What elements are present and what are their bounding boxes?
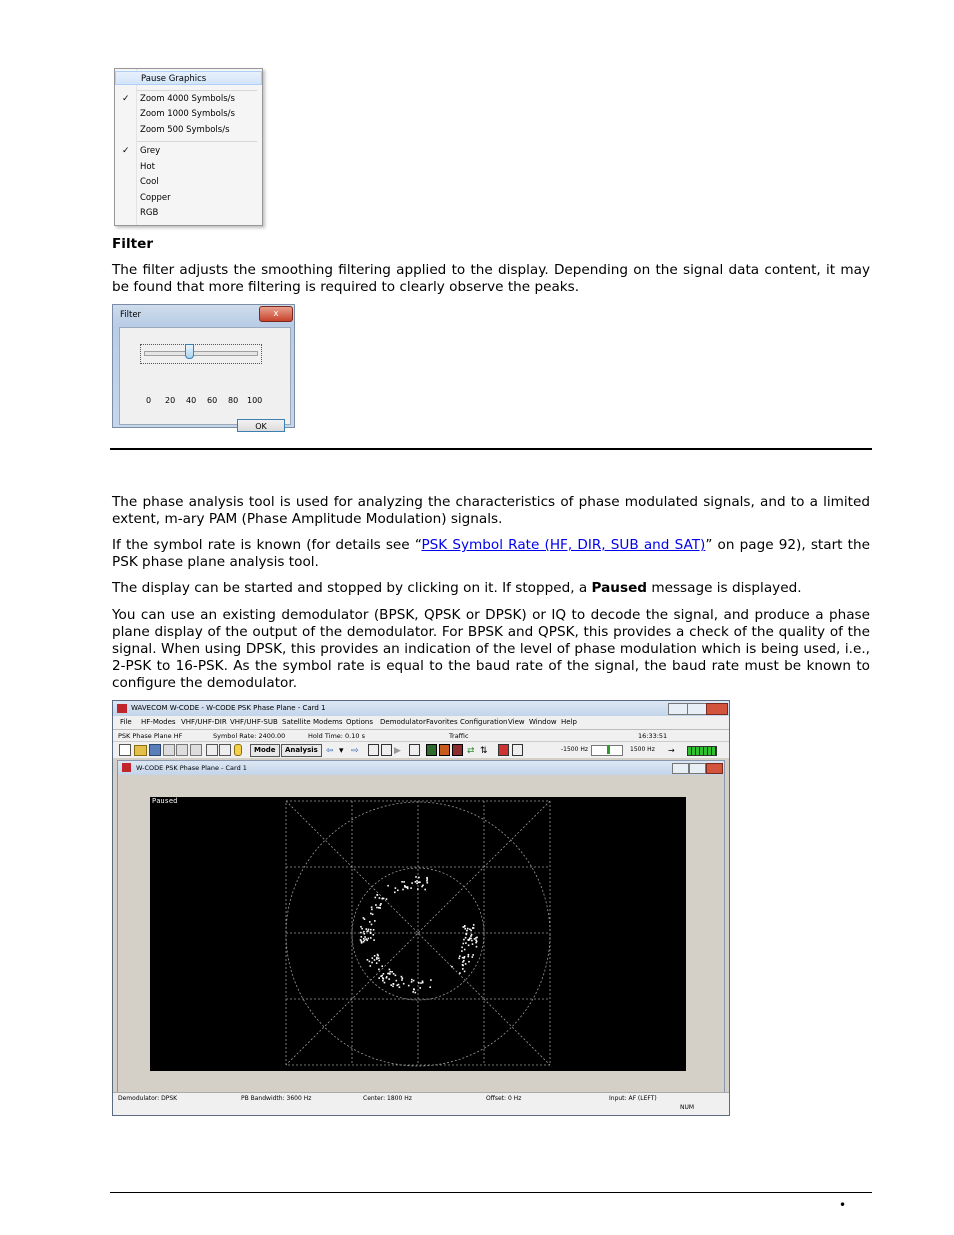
arrow-left-icon[interactable]: ⇦ (326, 746, 334, 756)
constellation-point (466, 930, 468, 932)
constellation-point (390, 971, 392, 973)
menu-vhf-uhf-dir[interactable]: VHF/UHF-DIR (181, 718, 227, 726)
constellation-point (376, 957, 378, 959)
constellation-point (415, 876, 417, 878)
constellation-point (468, 956, 470, 958)
constellation-point (413, 980, 415, 982)
footer-bullet: • (839, 1198, 847, 1212)
constellation-point (471, 940, 473, 942)
constellation-point (368, 929, 370, 931)
constellation-point (360, 926, 362, 928)
constellation-point (469, 937, 471, 939)
menu-item-pause-graphics[interactable] (115, 71, 262, 85)
constellation-point (465, 942, 467, 944)
menu-item-label: Copper (140, 193, 171, 203)
phase-paragraph-3 (112, 580, 870, 597)
constellation-point (370, 929, 372, 931)
constellation-point (459, 955, 461, 957)
record-icon[interactable] (368, 744, 379, 756)
constellation-point (367, 959, 369, 961)
constellation-point (397, 890, 399, 892)
constellation-point (402, 977, 404, 979)
close-icon[interactable]: x (259, 306, 293, 322)
constellation-point (361, 942, 363, 944)
constellation-point (387, 973, 389, 975)
dialog-title: Filter (120, 310, 142, 320)
close-icon[interactable] (706, 763, 723, 774)
analysis-button[interactable]: Analysis (281, 744, 322, 757)
constellation-point (388, 978, 390, 980)
constellation-point (373, 934, 375, 936)
refresh-icon[interactable]: ⇄ (467, 746, 475, 756)
sync-icon[interactable] (381, 744, 392, 756)
constellation-point (391, 971, 393, 973)
play-icon[interactable]: ▶ (394, 746, 401, 756)
wcode-app-window (112, 700, 730, 1116)
copy-icon[interactable] (163, 744, 175, 756)
constellation-point (381, 898, 383, 900)
menu-item-label: Hot (140, 162, 155, 172)
phase-paragraph-2 (112, 537, 870, 571)
constellation-point (422, 981, 424, 983)
constellation-point (387, 885, 389, 887)
constellation-point (463, 943, 465, 945)
menu-item-zoom-4000[interactable] (115, 92, 262, 106)
status-offset: Offset: 0 Hz (486, 1095, 522, 1102)
constellation-point (422, 885, 424, 887)
constellation-point (426, 878, 428, 880)
constellation-point (465, 937, 467, 939)
constellation-point (371, 907, 373, 909)
phase-plane-display[interactable] (150, 797, 686, 1071)
menu-item-zoom-500[interactable] (115, 123, 262, 137)
menu-item-label: Zoom 1000 Symbols/s (140, 109, 235, 119)
menu-separator (137, 90, 257, 91)
menu-view[interactable]: View (508, 718, 525, 726)
slider-tick: 20 (165, 396, 176, 405)
constellation-point (368, 938, 370, 940)
status-num: NUM (680, 1104, 695, 1111)
constellation-point (429, 986, 431, 988)
context-menu (114, 68, 263, 226)
app-menubar (113, 716, 729, 729)
text-fragment: message is displayed. (647, 580, 802, 596)
dialog-body (119, 327, 291, 431)
spectrum-icon[interactable] (426, 744, 437, 756)
menu-options[interactable]: Options (346, 718, 374, 726)
constellation-point (403, 881, 405, 883)
constellation-point (369, 921, 371, 923)
constellation-point (401, 881, 403, 883)
constellation-point (404, 885, 406, 887)
constellation-point (369, 961, 371, 963)
close-icon[interactable] (706, 703, 728, 715)
constellation-point (364, 936, 366, 938)
constellation-point (465, 963, 467, 965)
maximize-icon[interactable] (687, 703, 707, 715)
constellation-point (467, 928, 469, 930)
menu-item-label: Zoom 500 Symbols/s (140, 125, 230, 135)
menu-modems[interactable]: Modems (313, 718, 343, 726)
constellation-point (376, 907, 378, 909)
menu-help[interactable]: Help (561, 718, 577, 726)
child-title: W-CODE PSK Phase Plane - Card 1 (136, 764, 247, 772)
paused-label: Paused (152, 797, 178, 805)
traffic-readout: Traffic (449, 732, 469, 740)
save-icon[interactable] (149, 744, 161, 756)
constellation-point (375, 904, 377, 906)
slider-thumb[interactable] (185, 344, 194, 359)
constellation-point (415, 881, 417, 883)
menu-item-copper[interactable] (115, 191, 262, 205)
constellation-point (378, 960, 380, 962)
constellation-point (376, 958, 378, 960)
constellation-point (475, 942, 477, 944)
ok-button[interactable]: OK (237, 419, 285, 432)
constellation-point (394, 892, 396, 894)
menu-item-hot[interactable] (115, 160, 262, 174)
constellation-point (461, 947, 463, 949)
constellation-point (416, 883, 418, 885)
constellation-point (468, 961, 470, 963)
menu-demodulator[interactable]: Demodulator (380, 718, 426, 726)
constellation-point (402, 889, 404, 891)
status-center: Center: 1800 Hz (363, 1095, 412, 1102)
constellation-point (426, 877, 428, 879)
constellation-point (392, 986, 394, 988)
slider-tick: 80 (228, 396, 239, 405)
maximize-icon[interactable] (689, 763, 706, 774)
menu-separator (137, 141, 257, 142)
constellation-point (363, 941, 365, 943)
filter-dialog (112, 304, 295, 431)
check-icon: ✓ (122, 94, 130, 104)
constellation-point (367, 930, 369, 932)
constellation-point (468, 954, 470, 956)
constellation-point (373, 929, 375, 931)
menu-item-grey[interactable] (115, 144, 262, 158)
constellation-point (462, 968, 464, 970)
constellation-point (384, 982, 386, 984)
constellation-point (476, 946, 478, 948)
stop-icon[interactable] (498, 744, 509, 756)
constellation-point (472, 927, 474, 929)
hold-time-readout: Hold Time: 0.10 s (308, 732, 365, 740)
constellation-point (372, 957, 374, 959)
constellation-point (374, 920, 376, 922)
constellation-point (370, 913, 372, 915)
constellation-point (378, 907, 380, 909)
wavecom-logo-icon (117, 704, 127, 713)
section-divider (110, 448, 872, 450)
swap-icon[interactable]: ⇅ (480, 746, 488, 756)
status-input: Input: AF (LEFT) (609, 1095, 657, 1102)
constellation-point (406, 887, 408, 889)
constellation-point (383, 978, 385, 980)
constellation-point (381, 975, 383, 977)
menu-item-label: Zoom 4000 Symbols/s (140, 94, 235, 104)
constellation-point (401, 976, 403, 978)
constellation-point (468, 945, 470, 947)
constellation-point (371, 962, 373, 964)
constellation-point (418, 877, 420, 879)
menu-favorites[interactable]: Favorites (426, 718, 458, 726)
constellation-point (366, 928, 368, 930)
menu-item-cool[interactable] (115, 175, 262, 189)
menu-item-rgb[interactable] (115, 206, 262, 220)
constellation-point (427, 882, 429, 884)
find-icon[interactable] (219, 744, 231, 756)
binoculars-icon[interactable] (206, 744, 218, 756)
new-icon[interactable] (119, 744, 131, 756)
constellation-point (393, 973, 395, 975)
slider-track[interactable] (144, 351, 258, 356)
tuning-marker[interactable] (607, 745, 610, 754)
constellation-point (379, 907, 381, 909)
constellation-point (361, 940, 363, 942)
constellation-point (395, 975, 397, 977)
slider-tick: 40 (186, 396, 197, 405)
constellation-point (451, 966, 453, 968)
constellation-point (380, 903, 382, 905)
constellation-point (462, 965, 464, 967)
constellation-point (471, 934, 473, 936)
slider-tick: 100 (247, 396, 263, 405)
menu-configuration[interactable]: Configuration (460, 718, 508, 726)
mode-button[interactable]: Mode (250, 744, 280, 757)
constellation-point (380, 905, 382, 907)
constellation-point (474, 938, 476, 940)
constellation-point (378, 977, 380, 979)
constellation-point (475, 939, 477, 941)
constellation-point (386, 898, 388, 900)
constellation-point (361, 928, 363, 930)
menu-item-zoom-1000[interactable] (115, 107, 262, 121)
constellation-point (386, 977, 388, 979)
constellation-point (383, 973, 385, 975)
constellation-point (410, 887, 412, 889)
constellation-point (370, 932, 372, 934)
text-fragment: ” on page 92), start the PSK phase plane analysis tool. (112, 537, 870, 570)
constellation-point (464, 949, 466, 951)
freq-left-readout: -1500 Hz (561, 746, 589, 753)
constellation-point (375, 897, 377, 899)
constellation-point (463, 939, 465, 941)
constellation-point (393, 983, 395, 985)
arrow-right-icon[interactable]: ⇨ (351, 746, 359, 756)
constellation-point (378, 957, 380, 959)
filter-description: The filter adjusts the smoothing filtering applied to the display. Depending on the signal data content, it may be found that more filtering is required to clearly observe the peaks. (112, 262, 870, 295)
wavecom-logo-icon (122, 763, 131, 772)
constellation-point (463, 960, 465, 962)
bitstream-icon[interactable] (409, 744, 420, 756)
menu-hf-modes[interactable]: HF-Modes (141, 718, 176, 726)
constellation-point (420, 982, 422, 984)
constellation-point (360, 932, 362, 934)
status-pb-bandwidth: PB Bandwidth: 3600 Hz (241, 1095, 312, 1102)
constellation-point (464, 956, 466, 958)
constellation-point (473, 924, 475, 926)
app-titlebar (113, 701, 729, 716)
constellation-point (361, 936, 363, 938)
constellation-point (364, 940, 366, 942)
constellation-point (461, 950, 463, 952)
chevron-down-icon[interactable]: ▾ (339, 746, 344, 756)
constellation-point (415, 992, 417, 994)
constellation-point (468, 939, 470, 941)
constellation-point (372, 914, 374, 916)
constellation-point (465, 933, 467, 935)
constellation-point (376, 894, 378, 896)
print-icon[interactable] (176, 744, 188, 756)
constellation-point (378, 969, 380, 971)
constellation-point (463, 926, 465, 928)
constellation-point (364, 933, 366, 935)
bulb-icon[interactable] (234, 744, 242, 756)
app-title: WAVECOM W-CODE - W-CODE PSK Phase Plane - Card 1 (131, 704, 326, 712)
paused-keyword: Paused (591, 580, 648, 596)
phase-plane-svg (150, 797, 686, 1071)
constellation-point (417, 888, 419, 890)
slider-tick: 0 (146, 396, 152, 405)
phase-plane-child-window (117, 760, 725, 1094)
constellation-point (419, 881, 421, 883)
constellation-point (459, 972, 461, 974)
constellation-point (371, 909, 373, 911)
constellation-point (408, 985, 410, 987)
constellation-point (430, 979, 432, 981)
waterfall-icon[interactable] (439, 744, 450, 756)
constellation-point (403, 983, 405, 985)
constellation-point (464, 971, 466, 973)
text-fragment: If the symbol rate is known (for details see “ (112, 537, 422, 553)
menu-file[interactable]: File (120, 718, 132, 726)
constellation-point (411, 979, 413, 981)
constellation-point (374, 959, 376, 961)
constellation-point (418, 982, 420, 984)
constellation-point (401, 979, 403, 981)
constellation-point (373, 939, 375, 941)
open-icon[interactable] (134, 745, 147, 756)
constellation-point (424, 889, 426, 891)
constellation-point (370, 937, 372, 939)
minimize-icon[interactable] (668, 703, 688, 715)
constellation-point (363, 931, 365, 933)
print-preview-icon[interactable] (190, 744, 202, 756)
constellation-point (465, 928, 467, 930)
menu-item-label: Cool (140, 177, 159, 187)
grid-icon[interactable] (512, 744, 523, 756)
menu-item-label: Grey (140, 146, 161, 156)
menu-item-label: Pause Graphics (141, 74, 207, 84)
constellation-point (390, 984, 392, 986)
app-statusbar (113, 1092, 729, 1115)
menu-window[interactable]: Window (529, 718, 557, 726)
constellation-point (426, 880, 428, 882)
constellation-point (371, 924, 373, 926)
constellation-point (470, 935, 472, 937)
mode-readout: PSK Phase Plane HF (118, 732, 183, 740)
constellation-point (365, 938, 367, 940)
menu-vhf-uhf-sub[interactable]: VHF/UHF-SUB (230, 718, 278, 726)
constellation-point (383, 898, 385, 900)
menu-satellite[interactable]: Satellite (282, 718, 311, 726)
child-titlebar (118, 761, 724, 775)
minimize-icon[interactable] (672, 763, 689, 774)
constellation-point (363, 917, 365, 919)
constellation-point (472, 954, 474, 956)
slider-tick: 60 (207, 396, 218, 405)
symbol-rate-readout: Symbol Rate: 2400.00 (213, 732, 286, 740)
clock-readout: 16:33:51 (638, 732, 668, 740)
footer-divider (110, 1192, 872, 1193)
check-icon: ✓ (122, 146, 130, 156)
constellation-point (389, 969, 391, 971)
constellation-point (377, 954, 379, 956)
constellation-point (379, 897, 381, 899)
constellation-point (469, 929, 471, 931)
level-arrow-icon: → (668, 746, 675, 755)
freq-right-readout: 1500 Hz (630, 746, 655, 753)
app-toolbar (113, 741, 729, 758)
constellation-point (374, 955, 376, 957)
constellation-point (411, 882, 413, 884)
constellation-point (472, 943, 474, 945)
sonagram-icon[interactable] (452, 744, 463, 756)
status-demodulator: Demodulator: DPSK (118, 1095, 178, 1102)
constellation-point (413, 989, 415, 991)
constellation-point (419, 987, 421, 989)
phase-paragraph-4: You can use an existing demodulator (BPSK, QPSK or DPSK) or IQ to decode the signal, and produce a phase plane display of the output of the demodulator. For BPSK and QPSK, this provides a check of the quality of the signal. When using DPSK, this provides an indication of the level of phase modulation which is being used, i.e., 2-PSK to 16-PSK. As the symbol rate is equal to the baud rate of the signal, the baud rate must be known to configure the demodulator. (112, 607, 870, 691)
constellation-point (382, 980, 384, 982)
constellation-point (395, 887, 397, 889)
constellation-point (389, 973, 391, 975)
constellation-point (363, 938, 365, 940)
psk-symbol-rate-link[interactable]: PSK Symbol Rate (HF, DIR, SUB and SAT) (421, 537, 706, 553)
constellation-point (472, 956, 474, 958)
constellation-point (412, 991, 414, 993)
constellation-point (376, 962, 378, 964)
constellation-point (398, 984, 400, 986)
constellation-point (381, 965, 383, 967)
text-fragment: The display can be started and stopped by clicking on it. If stopped, a (112, 580, 592, 596)
constellation-point (411, 981, 413, 983)
constellation-point (462, 957, 464, 959)
constellation-point (416, 880, 418, 882)
menu-item-label: RGB (140, 208, 159, 218)
constellation-point (476, 937, 478, 939)
level-meter (687, 746, 717, 756)
phase-paragraph-1: The phase analysis tool is used for analyzing the characteristics of phase modulated signals, and to a limited extent, m-ary PAM (Phase Amplitude Modulation) signals. (112, 494, 870, 527)
constellation-point (399, 986, 401, 988)
filter-heading: Filter (112, 236, 154, 252)
constellation-point (370, 965, 372, 967)
constellation-point (458, 958, 460, 960)
constellation-point (396, 980, 398, 982)
